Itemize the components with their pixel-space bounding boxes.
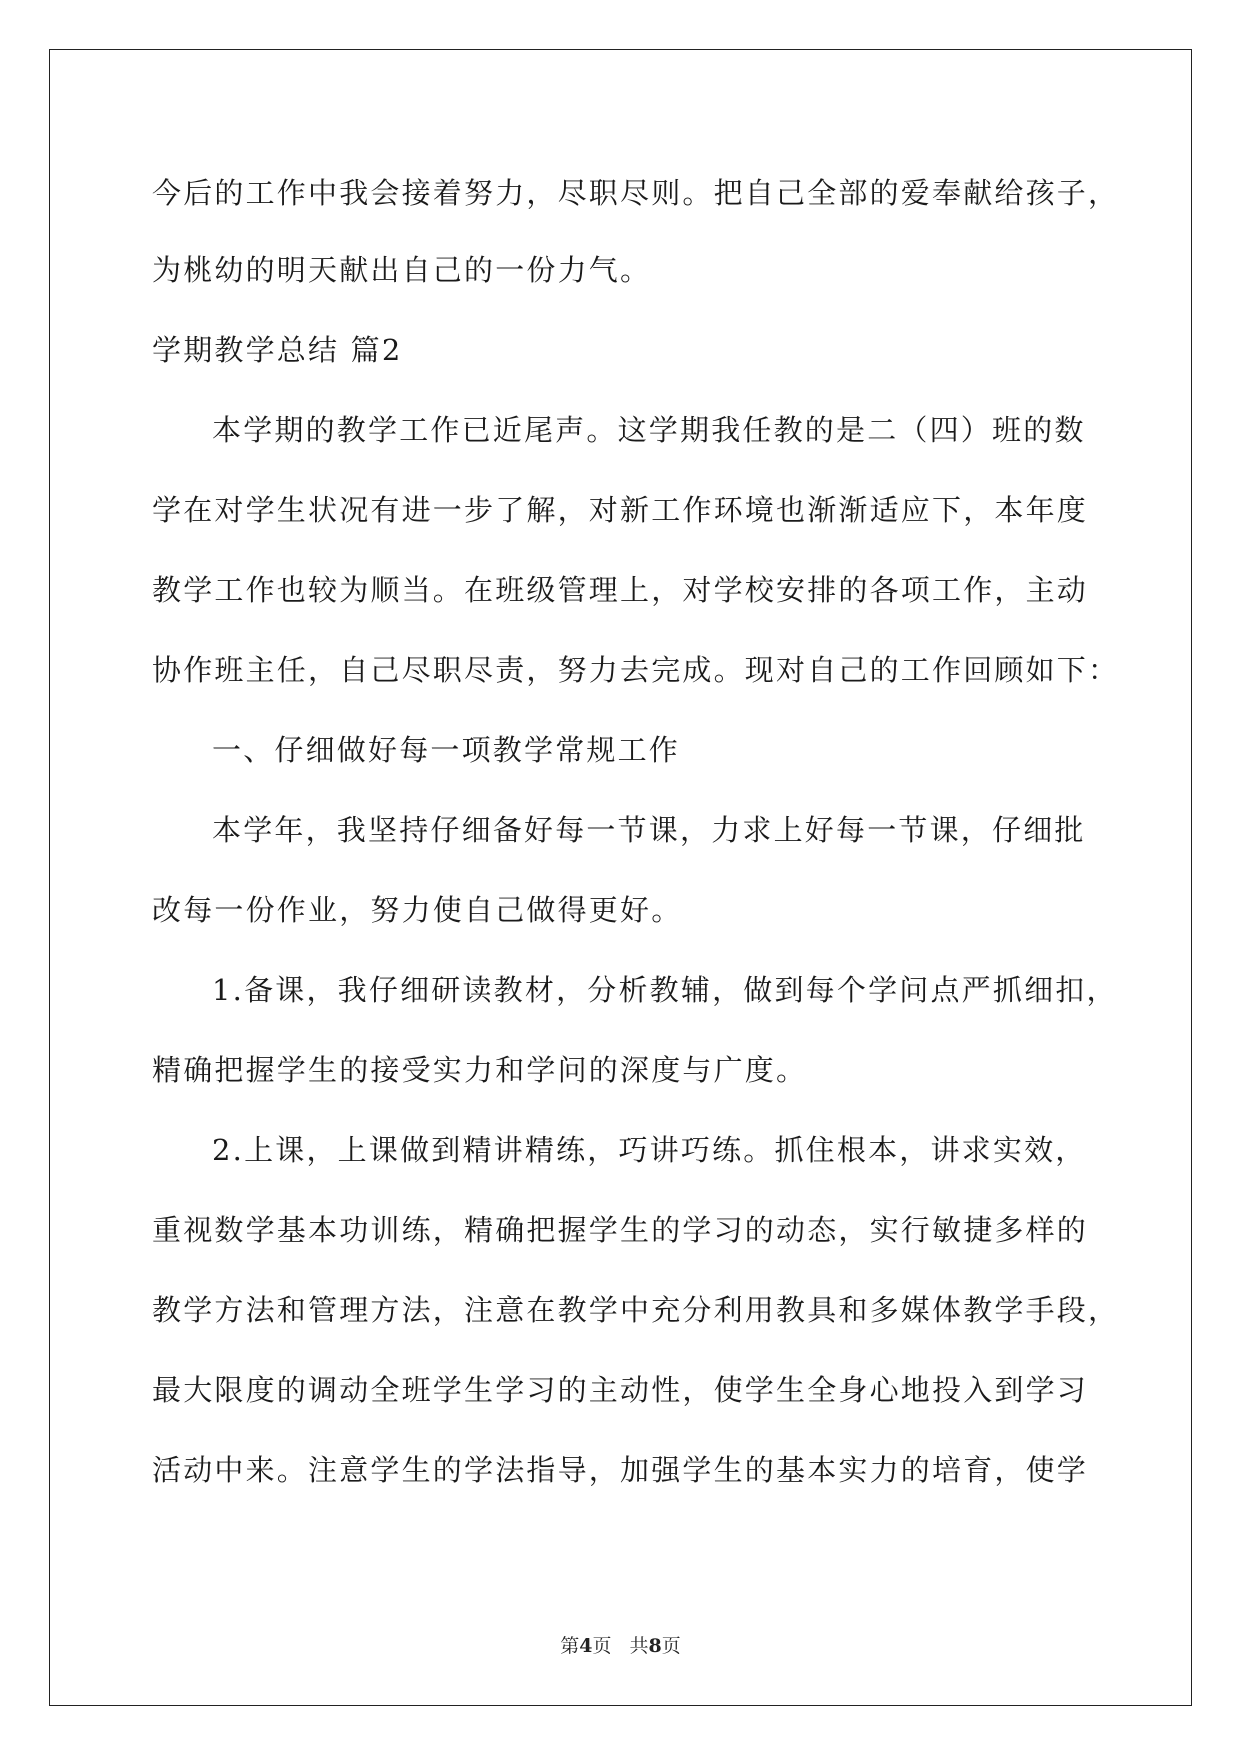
text-line: 改每一份作业，努力使自己做得更好。 — [152, 893, 683, 927]
text-line: 学在对学生状况有进一步了解，对新工作环境也渐渐适应下，本年度 — [152, 493, 1089, 527]
section-heading: 学期教学总结 篇2 — [152, 333, 403, 367]
text-line: 教学方法和管理方法，注意在教学中充分利用教具和多媒体教学手段， — [152, 1293, 1120, 1327]
subheading: 一、仔细做好每一项教学常规工作 — [212, 733, 681, 767]
page-prefix: 第 — [560, 1635, 580, 1657]
total-prefix: 共 — [629, 1635, 649, 1657]
text-line: 重视数学基本功训练，精确把握学生的学习的动态，实行敏捷多样的 — [152, 1213, 1089, 1247]
text-line: 精确把握学生的接受实力和学问的深度与广度。 — [152, 1053, 808, 1087]
text-line: 1.备课，我仔细研读教材，分析教辅，做到每个学问点严抓细扣， — [212, 973, 1118, 1007]
text-line: 教学工作也较为顺当。在班级管理上，对学校安排的各项工作，主动 — [152, 573, 1089, 607]
text-line: 最大限度的调动全班学生学习的主动性，使学生全身心地投入到学习 — [152, 1373, 1089, 1407]
text-line: 活动中来。注意学生的学法指导，加强学生的基本实力的培育，使学 — [152, 1453, 1089, 1487]
text-line: 协作班主任，自己尽职尽责，努力去完成。现对自己的工作回顾如下： — [152, 653, 1120, 687]
text-line: 今后的工作中我会接着努力，尽职尽则。把自己全部的爱奉献给孩子， — [152, 176, 1120, 210]
text-line: 本学年，我坚持仔细备好每一节课，力求上好每一节课，仔细批 — [212, 813, 1086, 847]
text-line: 本学期的教学工作已近尾声。这学期我任教的是二（四）班的数 — [212, 413, 1086, 447]
text-line: 2.上课，上课做到精讲精练，巧讲巧练。抓住根本，讲求实效， — [212, 1133, 1087, 1167]
page-current: 4 — [579, 1635, 593, 1657]
page-total: 8 — [648, 1635, 662, 1657]
page-unit: 页 — [592, 1635, 612, 1657]
text-line: 为桃幼的明天献出自己的一份力气。 — [152, 253, 652, 287]
total-unit: 页 — [661, 1635, 681, 1657]
page-footer — [0, 1634, 1241, 1658]
